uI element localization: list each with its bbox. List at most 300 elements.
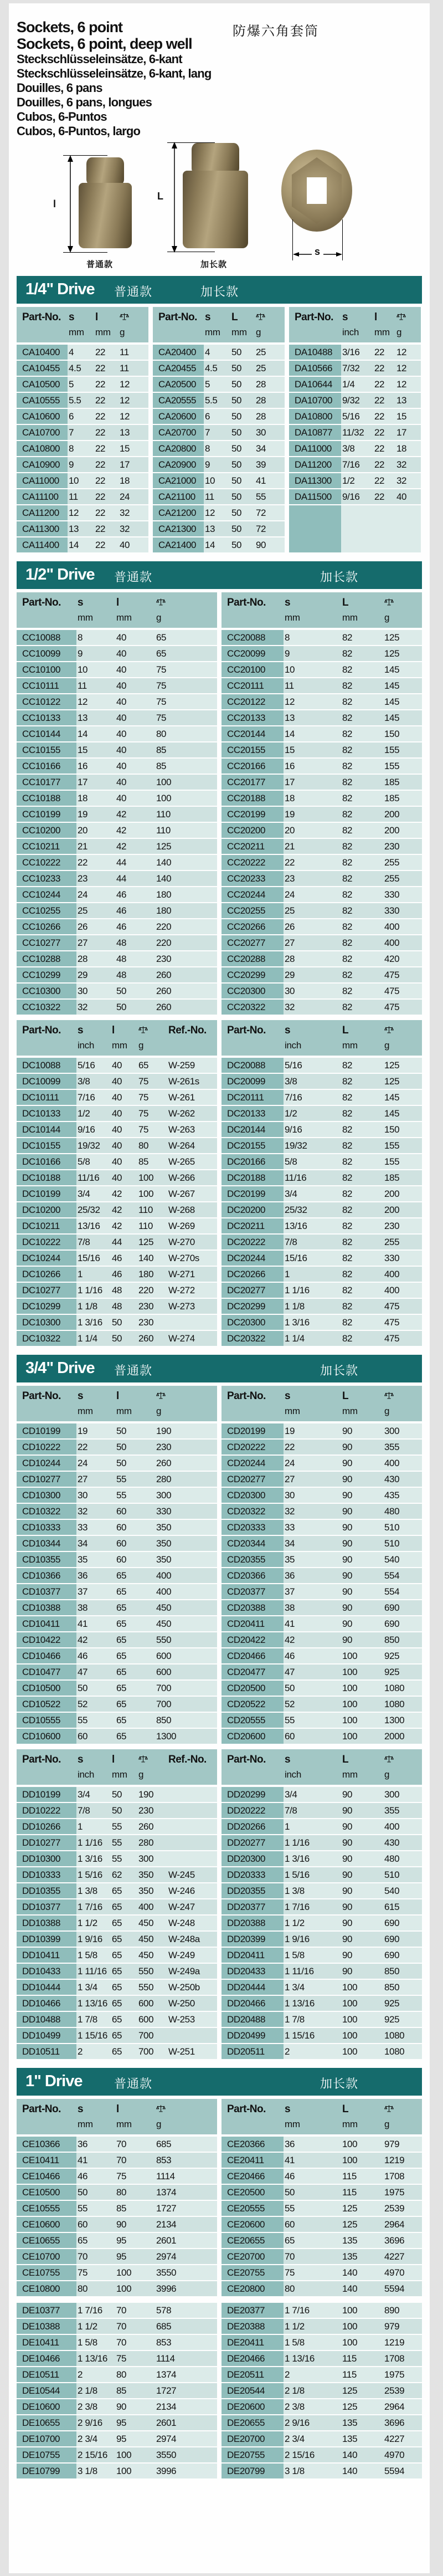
weight-cell: 220 [156,921,172,932]
weight-cell: 1080 [384,2046,405,2057]
weight-cell: 255 [384,1236,400,1247]
table-row [153,409,285,424]
ref-number-cell: W-246 [168,1885,195,1896]
col-header-weight [137,1754,167,1766]
length-cell: 65 [112,1949,122,1960]
table-units-row [17,2116,217,2130]
part-number-cell: CE10366 [17,2137,76,2152]
length-cell: 135 [342,2251,358,2262]
table-row [222,1899,422,1914]
weight-cell: 890 [384,2304,400,2316]
part-number-cell: CC10155 [17,742,76,757]
length-cell: 50 [116,1457,127,1468]
col-header-length: l [112,1025,115,1036]
weight-cell: 32 [120,523,130,534]
weight-cell: 3550 [156,2449,177,2460]
length-cell: 65 [112,1901,122,1912]
table-row [17,1186,217,1201]
table-row [222,1996,422,2011]
size-cell: 27 [285,1473,295,1484]
table-threequarter-drive-0-0 [17,1386,217,1745]
part-number-cell: CA20800 [153,441,204,456]
table-row [222,984,422,998]
table-row [17,2431,217,2446]
size-cell: 70 [78,2251,88,2262]
weight-scale-icon [138,1026,148,1034]
weight-cell: 550 [156,1634,172,1645]
size-cell: 9 [205,459,210,470]
weight-cell: 540 [384,1554,400,1565]
unit-s: inch [78,1040,94,1051]
col-header-part: Part-No. [22,1025,61,1036]
weight-cell: 32 [396,475,407,486]
table-header-row [222,1390,422,1402]
length-cell: 50 [231,411,242,422]
size-cell: 34 [285,1538,295,1549]
length-cell: 90 [342,1933,353,1944]
length-cell: 115 [342,2186,357,2198]
length-cell: 44 [116,857,127,868]
table-header-row [222,597,422,609]
title-french-long: Douilles, 6 pans, longues [17,95,152,109]
table-row [222,2351,422,2366]
size-cell: 14 [285,728,295,739]
table-row [17,2447,217,2462]
length-cell: 40 [112,1076,122,1087]
weight-cell: 110 [138,1220,153,1231]
part-number-cell: DC20200 [222,1202,284,1217]
size-cell: 9 [69,459,74,470]
size-cell: 1 1/4 [78,1333,97,1344]
section-threequarter-drive-header [17,1355,422,1382]
col-header-part: Part-No. [22,1390,61,1402]
size-cell: 13 [205,523,215,534]
part-number-cell: CC10266 [17,919,76,934]
table-header-row [289,311,421,324]
table-row [153,521,285,536]
length-cell: 50 [231,362,242,373]
socket-standard-photo [79,157,132,248]
size-cell: 5/8 [285,1156,297,1167]
length-cell: 82 [342,1156,353,1167]
length-cell: 100 [116,2267,132,2278]
table-row [17,2044,217,2059]
weight-cell: 3996 [156,2465,177,2476]
unit-weight: g [138,1040,144,1051]
ref-number-cell: W-270s [168,1252,199,1263]
size-cell: 1 1/2 [78,2321,97,2332]
size-cell: 1 5/8 [78,1949,97,1960]
weight-cell: 510 [384,1869,400,1880]
table-row [222,2012,422,2027]
size-cell: 24 [78,889,88,900]
weight-scale-icon [384,598,394,606]
size-cell: 7/8 [285,1805,297,1816]
length-cell: 82 [342,808,353,820]
weight-cell: 400 [156,1586,172,1597]
table-row [222,726,422,741]
weight-cell: 300 [384,1789,400,1800]
weight-cell: 34 [256,443,266,454]
table-row [17,1488,217,1503]
part-number-cell: DE20411 [222,2335,284,2350]
weight-cell: 850 [384,1965,400,1976]
table-row [289,377,421,392]
weight-scale-icon [156,1391,166,1400]
table-row [17,1440,217,1455]
length-cell: 82 [342,953,353,964]
table-row [222,1000,422,1015]
table-row [17,1729,217,1744]
part-number-cell: CA10500 [17,377,68,392]
table-row [17,1267,217,1282]
table-row [222,1665,422,1679]
part-number-cell: DD10388 [17,1916,76,1930]
caption-deepwell: 加长款 [200,260,228,269]
length-cell: 82 [342,1076,353,1087]
part-number-cell: DC20266 [222,1267,284,1282]
size-cell: 2 [285,2369,290,2380]
sections-container [17,276,422,2480]
part-number-cell: DA10488 [289,345,341,360]
weight-cell: 850 [384,1634,400,1645]
weight-cell: 2964 [384,2219,405,2230]
part-number-cell: CC10211 [17,839,76,854]
col-header-length: l [116,597,120,608]
unit-s: mm [78,2119,93,2129]
drive-size-title: 3/4" Drive [25,1359,95,1377]
length-cell: 82 [342,889,353,900]
length-cell: 100 [342,2154,358,2165]
unit-s: inch [285,1040,301,1051]
part-number-cell: CC10100 [17,662,76,677]
ref-number-cell: W-249 [168,1949,195,1960]
part-number-cell: CA21000 [153,473,204,488]
unit-s: mm [78,612,93,623]
product-figures [17,142,422,268]
size-cell: 36 [285,2138,295,2149]
size-cell: 18 [78,792,88,803]
weight-cell: 145 [384,712,400,723]
table-row [17,630,217,645]
part-number-cell: CD10388 [17,1600,76,1615]
table-units-row [17,1402,217,1417]
col-header-part: Part-No. [227,2103,266,2115]
col-header-ref: Ref.-No. [168,1025,207,1036]
part-number-cell: CC10277 [17,935,76,950]
unit-length: mm [112,1769,127,1780]
length-cell: 82 [342,680,353,691]
part-number-cell: DC20277 [222,1283,284,1298]
part-number-cell: CC10244 [17,887,76,902]
table-row [17,1331,217,1346]
table-row [153,377,285,392]
size-cell: 29 [78,969,88,980]
part-number-cell: DE10700 [17,2431,76,2446]
weight-cell: 1975 [384,2369,405,2380]
length-cell: 82 [342,648,353,659]
size-cell: 9/16 [342,491,360,502]
part-number-cell: CC20188 [222,791,284,806]
part-number-cell: DC10266 [17,1267,76,1282]
size-cell: 25 [78,905,88,916]
weight-cell: 475 [384,1333,400,1344]
col-header-s: s [285,1390,291,1402]
unit-blank [289,324,341,338]
weight-cell: 72 [256,523,266,534]
part-number-cell: DC10088 [17,1058,76,1073]
weight-cell: 85 [138,1156,149,1167]
size-cell: 12 [285,696,295,707]
unit-blank [222,1766,284,1780]
table-row [222,1867,422,1882]
table-filler [289,505,421,552]
part-number-cell: DD10199 [17,1787,76,1802]
part-number-cell: CD20422 [222,1632,284,1647]
table-row [222,967,422,982]
length-cell: 90 [342,1837,353,1848]
weight-cell: 400 [384,937,400,948]
weight-cell: 260 [138,1821,154,1832]
part-number-cell: DE20466 [222,2351,284,2366]
size-cell: 1 13/16 [285,1998,315,2009]
part-number-cell: CE10466 [17,2169,76,2184]
weight-cell: 190 [138,1789,154,1800]
part-number-cell: CD10244 [17,1456,76,1471]
weight-cell: 25 [256,362,266,373]
ref-number-cell: W-267 [168,1188,195,1199]
length-cell: 135 [342,2417,358,2428]
part-number-cell: CD20355 [222,1552,284,1567]
table-header [17,2099,217,2134]
table-row [17,1851,217,1866]
length-cell: 65 [112,1933,122,1944]
part-number-cell: DD20466 [222,1996,284,2011]
part-number-cell: CD20500 [222,1681,284,1696]
length-cell: 22 [95,539,106,550]
ref-number-cell: W-250b [168,1981,200,1993]
table-row [17,1600,217,1615]
size-cell: 3 1/8 [285,2465,305,2476]
title-block [17,19,422,139]
size-cell: 2 [78,2046,83,2057]
table-units-row [17,1037,217,1051]
weight-cell: 300 [384,1425,400,1436]
table-row [17,1996,217,2011]
part-number-cell: DE10411 [17,2335,76,2350]
weight-cell: 140 [138,1252,154,1263]
weight-cell: 18 [120,475,130,486]
table-row [17,1681,217,1696]
part-number-cell: CC20233 [222,871,284,886]
weight-cell: 41 [256,475,266,486]
table-row [222,855,422,870]
col-header-s: s [78,1754,84,1765]
weight-cell: 510 [384,1538,400,1549]
weight-cell: 85 [156,760,167,771]
size-cell: 19 [285,1425,295,1436]
size-cell: 9/32 [342,395,360,406]
square-drive-hole [307,177,327,204]
ref-number-cell: W-273 [168,1300,195,1312]
table-row [222,1520,422,1535]
size-cell: 1 5/16 [285,1869,310,1880]
length-cell: 125 [342,2203,358,2214]
length-cell: 42 [112,1204,122,1215]
part-number-cell: DE20600 [222,2399,284,2414]
table-threequarter-drive-1-0 [17,1749,217,2060]
table-units-row [222,1402,422,1417]
unit-s: inch [285,1769,301,1780]
table-row [222,1803,422,1818]
table-row [222,951,422,966]
length-cell: 90 [342,1789,353,1800]
size-cell: 41 [78,1618,88,1629]
weight-cell: 25 [256,346,266,357]
table-row [17,742,217,757]
size-cell: 19 [78,1425,88,1436]
part-number-cell: CC10222 [17,855,76,870]
weight-cell: 350 [138,1869,154,1880]
weight-cell: 185 [384,792,400,803]
length-cell: 75 [116,2170,127,2181]
length-cell: 125 [342,2401,358,2412]
part-number-cell: DC20166 [222,1154,284,1169]
size-cell: 11 [205,491,214,502]
table-row [17,710,217,725]
part-number-cell: DC20244 [222,1251,284,1266]
weight-cell: 155 [384,1156,400,1167]
part-number-cell: CA10455 [17,361,68,376]
part-number-cell: DE20755 [222,2447,284,2462]
length-cell: 90 [342,1901,353,1912]
table-row [222,775,422,790]
col-header-weight [383,1390,422,1402]
size-cell: 13 [69,523,79,534]
length-cell: 70 [116,2154,127,2165]
length-cell: 82 [342,969,353,980]
weight-cell: 350 [156,1554,172,1565]
part-number-cell: DD20499 [222,2028,284,2043]
col-header-weight [137,1025,167,1037]
weight-cell: 2134 [156,2219,177,2230]
weight-cell: 400 [384,1268,400,1279]
length-cell: 50 [231,427,242,438]
table-row [17,1697,217,1712]
length-cell: 82 [342,905,353,916]
part-number-cell: DC10099 [17,1074,76,1089]
length-cell: 82 [342,937,353,948]
size-cell: 7/8 [78,1805,90,1816]
size-cell: 1 1/8 [285,1300,305,1312]
weight-cell: 145 [384,664,400,675]
table-row [222,1787,422,1802]
part-number-cell: CD20600 [222,1729,284,1744]
part-number-cell: DD20411 [222,1948,284,1963]
length-cell: 40 [112,1059,122,1071]
length-cell: 82 [342,1252,353,1263]
part-number-cell: DE20544 [222,2383,284,2398]
weight-cell: 400 [384,1821,400,1832]
unit-weight: g [384,1040,390,1051]
length-cell: 65 [116,1634,127,1645]
table-row [17,2367,217,2382]
length-cell: 80 [116,2186,127,2198]
length-cell: 65 [116,1650,127,1661]
weight-cell: 17 [396,427,407,438]
unit-s: mm [285,2119,300,2129]
part-number-cell: DC10144 [17,1122,76,1137]
size-cell: 22 [285,1441,295,1452]
size-cell: 11/16 [285,1172,307,1183]
weight-cell: 145 [384,1092,400,1103]
length-cell: 135 [342,2433,358,2444]
part-number-cell: CD10355 [17,1552,76,1567]
part-number-cell: CC20211 [222,839,284,854]
length-cell: 100 [342,2321,358,2332]
size-cell: 13/16 [285,1220,307,1231]
length-cell: 40 [116,648,127,659]
part-number-cell: CD20333 [222,1520,284,1535]
weight-cell: 145 [384,1108,400,1119]
table-row [289,425,421,440]
col-header-weight [383,1754,422,1766]
size-cell: 36 [78,1570,88,1581]
size-cell: 2 1/8 [78,2385,97,2396]
part-number-cell: CC10122 [17,694,76,709]
part-number-cell: CE20366 [222,2137,284,2152]
col-header-length: L [342,1754,349,1765]
s-extension-line-right [342,219,343,260]
length-cell: 100 [116,2449,132,2460]
weight-cell: 125 [384,632,400,643]
unit-length: mm [342,2119,358,2129]
length-cell: 82 [342,792,353,803]
table-row [222,2217,422,2232]
table-row [153,457,285,472]
section-quarter-drive-header [17,276,422,304]
col-header-length: l [116,2103,120,2115]
weight-cell: 2539 [384,2385,405,2396]
table-quarter-drive-0-0 [17,307,148,554]
col-header-length: l [116,1390,120,1402]
table-row [222,630,422,645]
weight-cell: 125 [156,841,172,852]
length-cell: 65 [116,1618,127,1629]
weight-cell: 110 [138,1204,153,1215]
part-number-cell: DC20199 [222,1186,284,1201]
weight-cell: 11 [120,346,129,357]
weight-cell: 280 [156,1473,172,1484]
weight-cell: 1708 [384,2170,405,2181]
table-row [153,345,285,360]
size-cell: 42 [78,1634,88,1645]
col-header-part: Part-No. [22,311,61,323]
table-units-row [222,609,422,623]
table-row [289,457,421,472]
part-number-cell: CC10233 [17,871,76,886]
length-cell: 22 [95,523,106,534]
weight-cell: 260 [156,1001,172,1012]
part-number-cell: CE10800 [17,2281,76,2296]
part-number-cell: CA11400 [17,537,68,552]
table-row [17,726,217,741]
col-header-part: Part-No. [22,1754,61,1765]
table-row [222,1267,422,1282]
col-header-part: Part-No. [22,597,61,608]
table-threequarter-drive-1-1 [222,1749,422,2060]
weight-cell: 90 [256,539,266,550]
